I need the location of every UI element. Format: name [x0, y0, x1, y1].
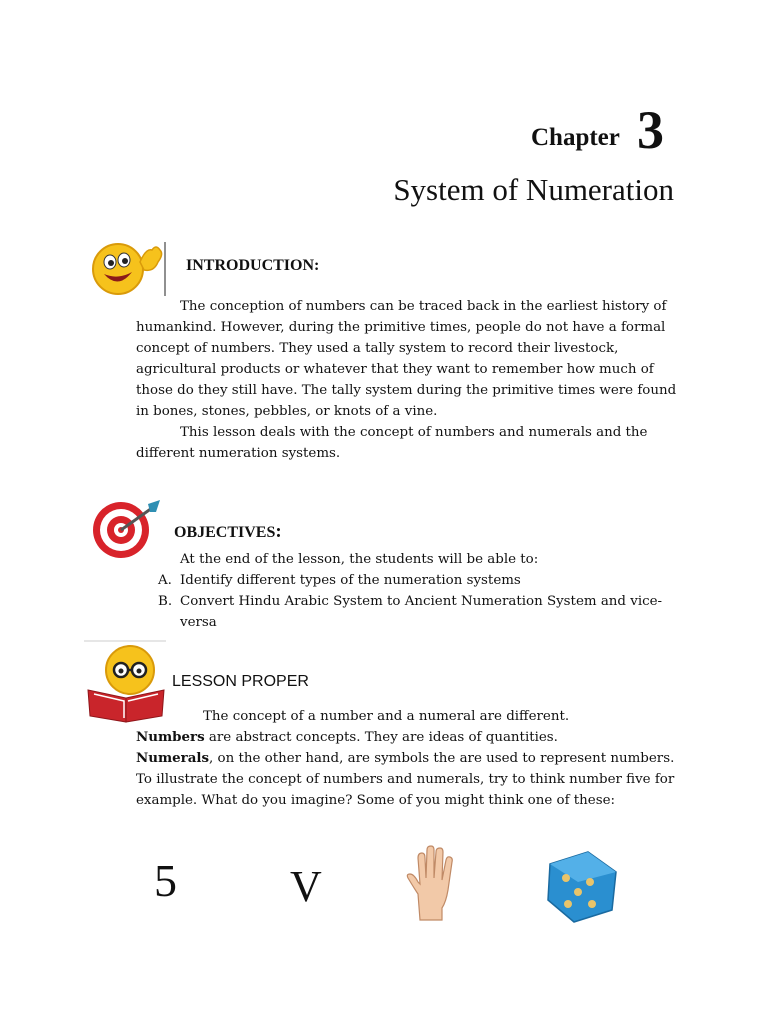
lesson-sentence-1: The concept of a number and a numeral are different. — [203, 709, 570, 724]
objectives-heading-colon: : — [275, 521, 282, 542]
roman-five: V — [290, 862, 322, 911]
introduction-heading: INTRODUCTION: — [186, 257, 320, 274]
digit-five: 5 — [154, 855, 177, 906]
chapter-title: System of Numeration — [393, 172, 674, 207]
list-text: Convert Hindu Arabic System to Ancient Numeration System and vice-versa — [180, 594, 663, 630]
list-item — [136, 591, 681, 633]
numerals-definition — [136, 748, 681, 811]
introduction-paragraph-2: This lesson deals with the concept of numbers and numerals and the different numeration systems. — [136, 425, 648, 461]
objectives-intro: At the end of the lesson, the students will be able to: — [180, 552, 539, 567]
numerals-term: Numerals — [136, 750, 210, 766]
lesson-body — [136, 706, 681, 811]
waving-smiley-icon — [88, 240, 168, 298]
objectives-heading-text: OBJECTIVES — [174, 524, 276, 541]
objectives-list — [136, 549, 681, 633]
list-marker: B. — [158, 594, 173, 609]
numbers-definition-text: are abstract concepts. They are ideas of quantities. — [204, 730, 558, 745]
numbers-definition — [136, 727, 681, 748]
list-marker: A. — [158, 573, 172, 588]
dice-five-icon — [542, 848, 622, 924]
chapter-number: 3 — [637, 100, 664, 160]
chapter-label: Chapter — [531, 124, 620, 151]
lesson-heading: LESSON PROPER — [172, 673, 309, 690]
list-item — [136, 570, 681, 591]
introduction-paragraph-1: The conception of numbers can be traced back in the earliest history of humankind. However, during the primitive times, people do not have a formal concept of numbers. They used a tally system to record their livestock, agricultural products or whatever that they want to remember how much of those do they still have. The tally system during the primitive times were found in bones, stones, pebbles, or knots of a vine. — [136, 299, 677, 419]
objectives-heading — [174, 521, 282, 543]
numbers-term: Numbers — [136, 729, 205, 745]
numerals-definition-text: , on the other hand, are symbols the are used to represent numbers. To illustrate the concept of numbers and numerals, try to think number five for example. What do you imagine? Some of you might think one of these: — [136, 751, 675, 808]
list-text: Identify different types of the numeration systems — [180, 573, 521, 588]
introduction-body — [136, 296, 681, 464]
open-hand-icon — [404, 844, 460, 924]
